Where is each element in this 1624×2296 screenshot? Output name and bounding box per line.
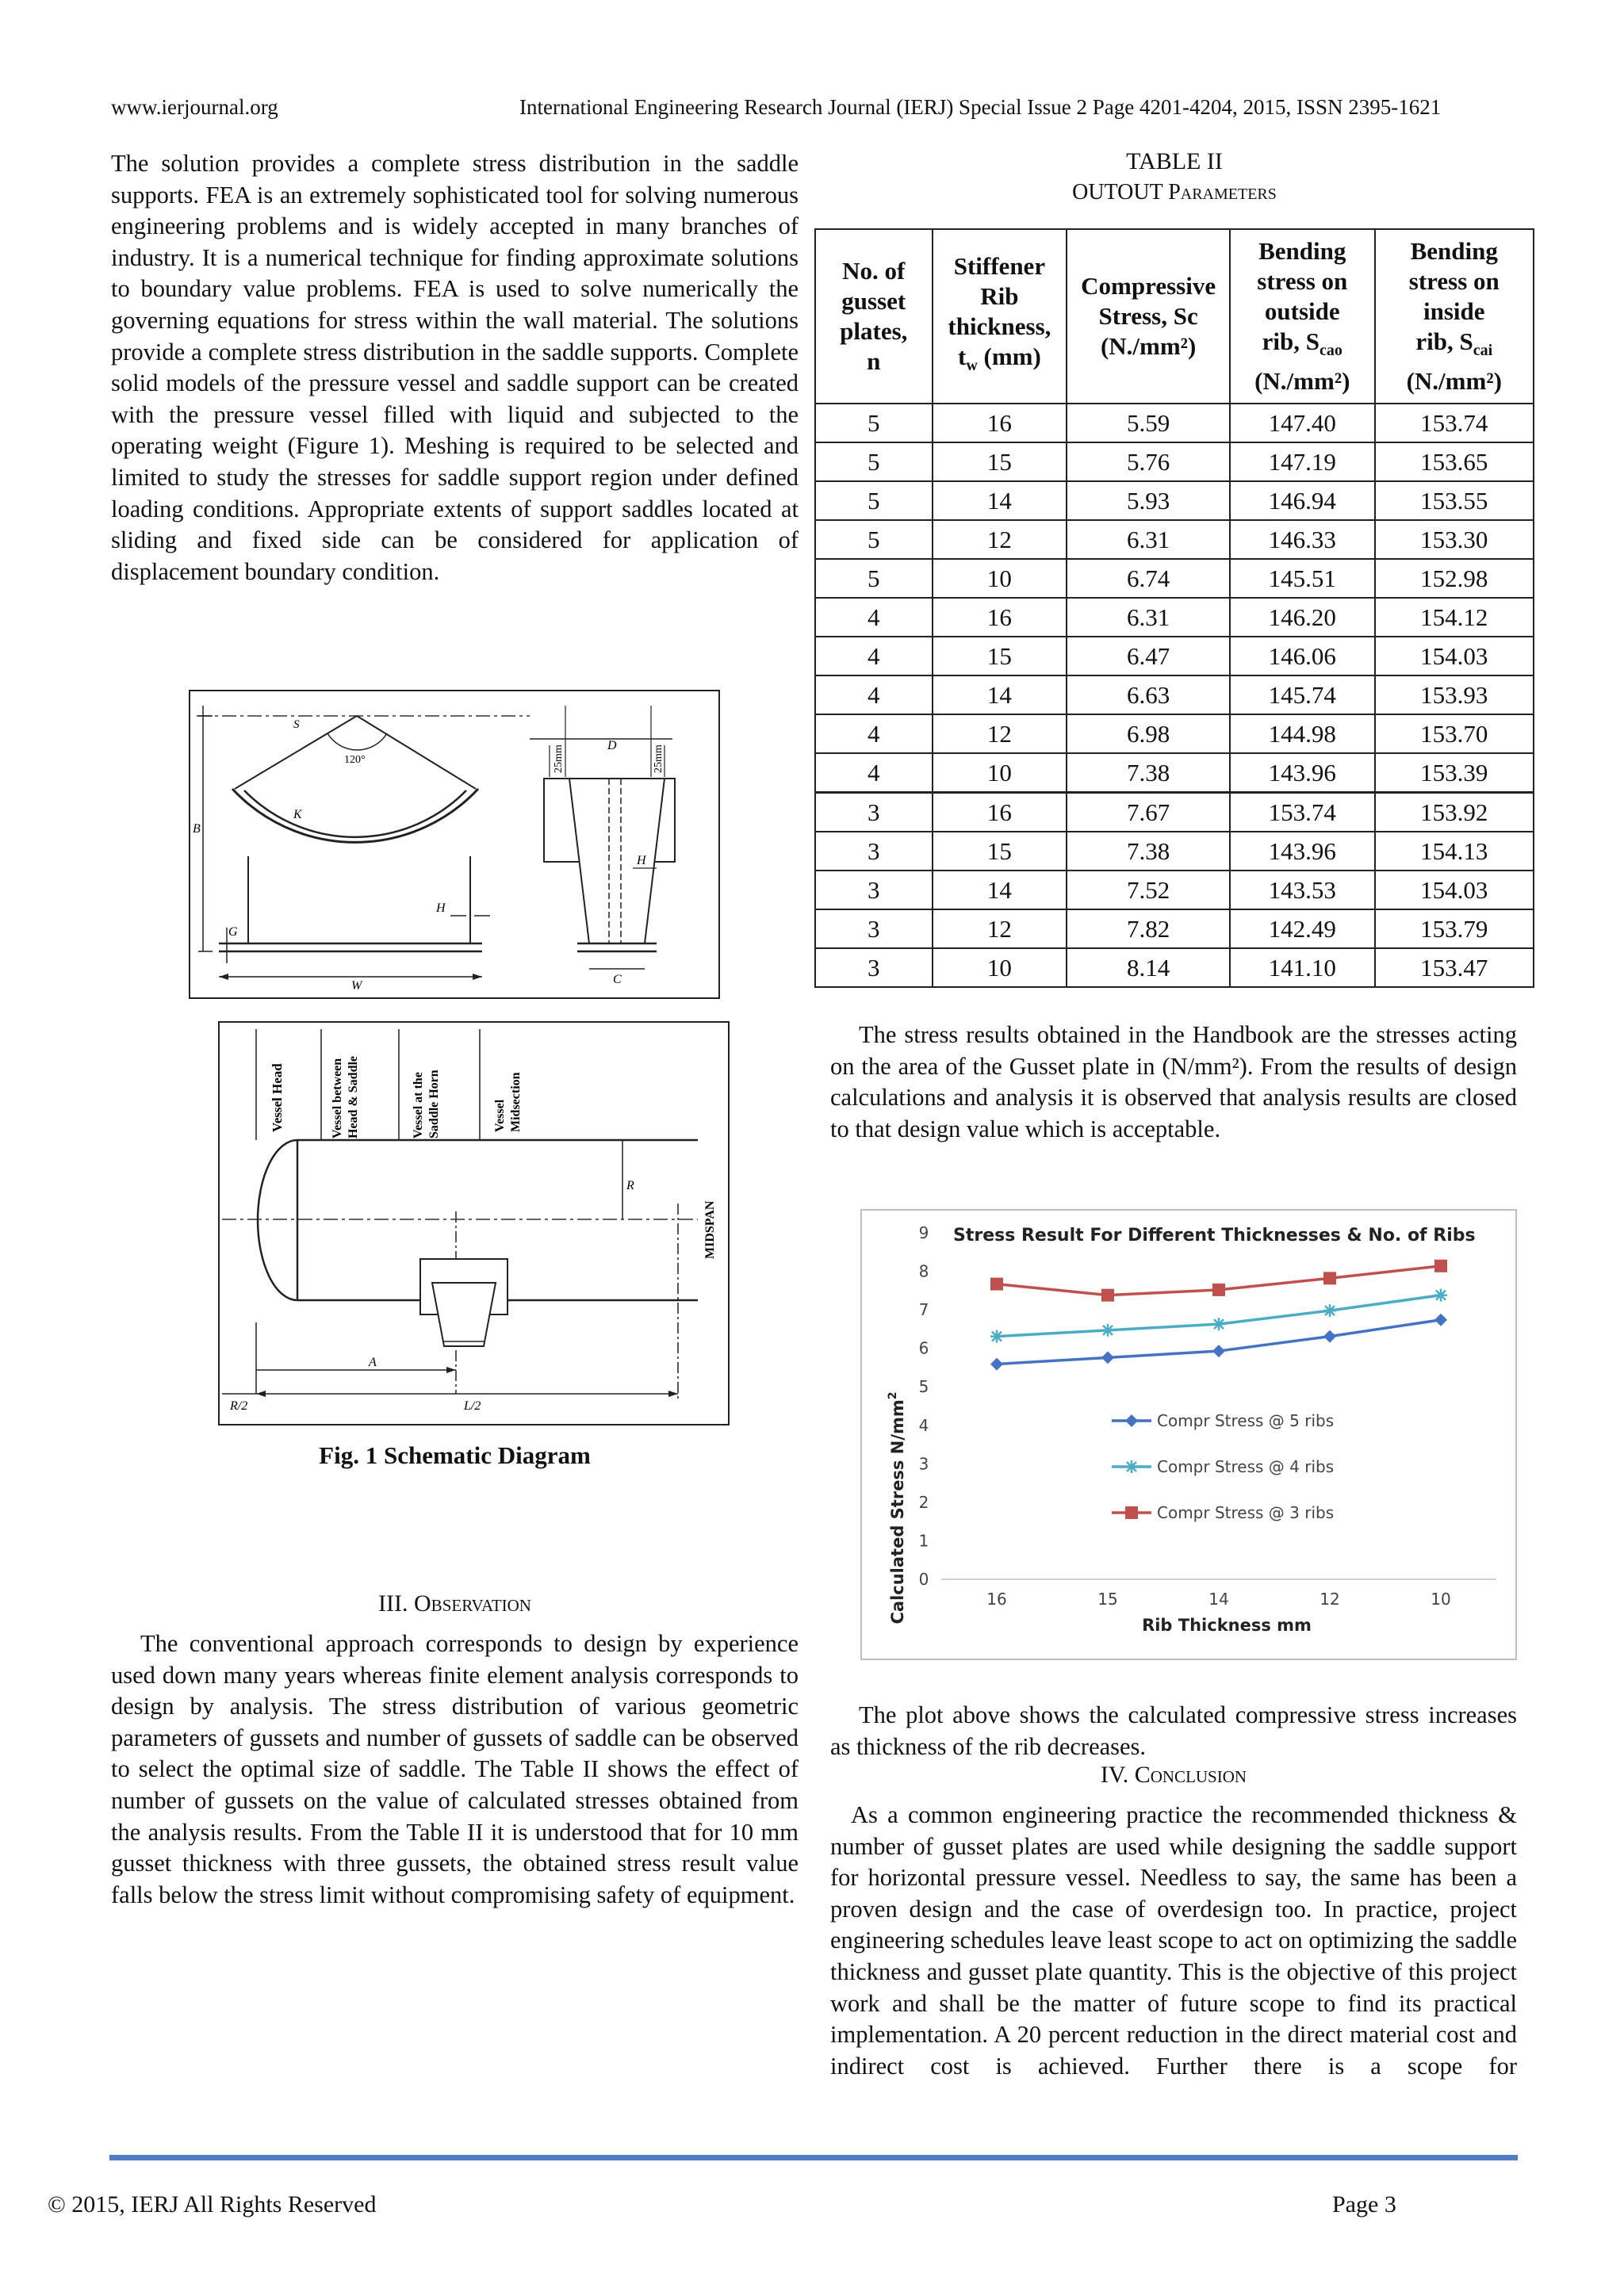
table-cell: 143.96 [1230, 753, 1375, 793]
figure-caption: Fig. 1 Schematic Diagram [319, 1441, 591, 1469]
chart-container [860, 1209, 1517, 1660]
y-tick-label: 4 [918, 1415, 929, 1435]
section-heading-conclusion: IV. Conclusion [1100, 1762, 1247, 1788]
table-header-row [815, 229, 1534, 404]
table-cell: 3 [815, 793, 933, 832]
col-header-compressive: Compressive Stress, Sc (N./mm²) [1067, 229, 1230, 404]
table-cell: 12 [933, 714, 1067, 753]
table-cell: 6.31 [1067, 598, 1230, 637]
table-row [815, 871, 1534, 909]
legend-swatch-marker [1125, 1414, 1138, 1427]
table-cell: 153.93 [1375, 675, 1534, 714]
table-cell: 12 [933, 520, 1067, 559]
table-cell: 146.20 [1230, 598, 1375, 637]
table-row [815, 793, 1534, 832]
x-tick-label: 10 [1431, 1590, 1451, 1609]
table-cell: 5 [815, 404, 933, 442]
table-cell: 15 [933, 832, 1067, 871]
stress-line-chart [862, 1211, 1515, 1659]
table-row [815, 753, 1534, 793]
legend-swatch-marker [1125, 1460, 1138, 1473]
table-row [815, 909, 1534, 948]
legend-entry: Compr Stress @ 4 ribs [1157, 1457, 1335, 1476]
label-h1: H [637, 854, 646, 867]
table-cell: 7.82 [1067, 909, 1230, 948]
label-c: C [613, 973, 622, 986]
table-cell: 5.59 [1067, 404, 1230, 442]
table-cell: 6.74 [1067, 559, 1230, 598]
table-cell: 7.52 [1067, 871, 1230, 909]
table-cell: 5 [815, 442, 933, 481]
data-point [990, 1278, 1003, 1291]
table-row [815, 442, 1534, 481]
label-vessel-between-2: Head & Saddle [347, 1055, 360, 1138]
footer-rule [109, 2155, 1518, 2160]
table-cell: 10 [933, 753, 1067, 793]
table-row [815, 520, 1534, 559]
data-point [1101, 1324, 1114, 1337]
x-tick-label: 16 [986, 1590, 1007, 1609]
label-g: G [228, 925, 238, 939]
data-point [1212, 1284, 1225, 1296]
y-tick-label: 8 [918, 1261, 929, 1281]
label-vessel-mid-1: Vessel [493, 1099, 507, 1132]
table-row [815, 714, 1534, 753]
table-row [815, 404, 1534, 442]
table-cell: 5.93 [1067, 481, 1230, 520]
table-cell: 4 [815, 675, 933, 714]
table-cell: 10 [933, 559, 1067, 598]
table-cell: 147.40 [1230, 404, 1375, 442]
data-point [990, 1330, 1003, 1343]
label-r2: R/2 [230, 1399, 248, 1413]
table-cell: 5 [815, 481, 933, 520]
x-tick-label: 15 [1097, 1590, 1118, 1609]
table-cell: 3 [815, 832, 933, 871]
table-row [815, 948, 1534, 987]
table-cell: 146.33 [1230, 520, 1375, 559]
table-cell: 144.98 [1230, 714, 1375, 753]
y-tick-label: 2 [918, 1492, 929, 1512]
table-cell: 4 [815, 637, 933, 675]
col-header-n: No. of gusset plates, n [815, 229, 933, 404]
label-l2: L/2 [464, 1399, 481, 1413]
label-midspan: MIDSPAN [703, 1200, 717, 1259]
label-s: S [293, 718, 300, 731]
label-vessel-head: Vessel Head [270, 1063, 285, 1132]
label-angle: 120° [344, 754, 366, 766]
table-cell: 15 [933, 637, 1067, 675]
y-tick-label: 1 [918, 1531, 929, 1551]
chart-y-axis-label: Calculated Stress $N/mm^2$ [887, 1391, 907, 1624]
table-cell: 6.31 [1067, 520, 1230, 559]
table-cell: 14 [933, 675, 1067, 714]
vessel-schematic-figure [218, 1021, 730, 1425]
col-header-thickness: Stiffener Rib thickness, $t_w$ (mm) [933, 229, 1067, 404]
table-cell: 143.53 [1230, 871, 1375, 909]
table-cell: 154.13 [1375, 832, 1534, 871]
data-point [1434, 1289, 1447, 1302]
header-journal: International Engineering Research Journal (IERJ) Special Issue 2 Page 4201-4204, 2015, ISSN 2395-1621 [519, 95, 1442, 119]
table-cell: 4 [815, 753, 933, 793]
legend-swatch-marker [1125, 1506, 1138, 1519]
x-tick-label: 12 [1320, 1590, 1340, 1609]
label-w: W [351, 979, 362, 993]
table-title: TABLE II [1126, 148, 1223, 174]
table-cell: 5.76 [1067, 442, 1230, 481]
table-cell: 6.63 [1067, 675, 1230, 714]
table-row [815, 675, 1534, 714]
table-cell: 16 [933, 404, 1067, 442]
table-cell: 5 [815, 559, 933, 598]
table-cell: 3 [815, 948, 933, 987]
label-b: B [193, 822, 201, 836]
label-vessel-mid-2: Midsection [509, 1072, 523, 1132]
table-cell: 153.79 [1375, 909, 1534, 948]
data-point [1434, 1314, 1447, 1326]
table-cell: 16 [933, 598, 1067, 637]
label-d: D [607, 739, 617, 752]
table-cell: 153.30 [1375, 520, 1534, 559]
table-cell: 3 [815, 871, 933, 909]
table-row [815, 637, 1534, 675]
table-cell: 12 [933, 909, 1067, 948]
y-tick-label: 9 [918, 1223, 929, 1242]
body-paragraph-2: The conventional approach corresponds to design by experience used down many years whereas finite element analysis corresponds to design by analysis. The stress distribution of various geometric parameters of gussets and number of gussets of saddle can be observed to select the optimal size of saddle. The Table II shows the effect of number of gussets on the value of calculated stresses obtained from the analysis results. From the Table II it is understood that for 10 mm gusset thickness with three gussets, the obtained stress result value falls below the stress limit without compromising safety of equipment. [111, 1630, 799, 1908]
table-cell: 142.49 [1230, 909, 1375, 948]
data-point [1212, 1318, 1225, 1330]
section-heading-observation: III. Observation [378, 1590, 531, 1617]
table-cell: 154.12 [1375, 598, 1534, 637]
data-point [1323, 1304, 1336, 1317]
label-r: R [626, 1179, 634, 1192]
table-cell: 15 [933, 442, 1067, 481]
table-cell: 145.51 [1230, 559, 1375, 598]
data-point [1323, 1272, 1336, 1284]
y-tick-label: 5 [918, 1377, 929, 1397]
data-point [1323, 1330, 1336, 1343]
data-point [990, 1358, 1003, 1371]
table-cell: 143.96 [1230, 832, 1375, 871]
footer-page-number: Page 3 [1332, 2191, 1396, 2218]
table-cell: 14 [933, 871, 1067, 909]
table-cell: 153.47 [1375, 948, 1534, 987]
x-tick-label: 14 [1208, 1590, 1229, 1609]
table-row [815, 559, 1534, 598]
table-cell: 4 [815, 714, 933, 753]
body-paragraph-1: The solution provides a complete stress distribution in the saddle supports. FEA is an extremely sophisticated tool for solving numerous engineering problems and is widely accepted in many branches of industry. It is a numerical technique for finding approximate solutions to boundary value problems. FEA is used to solve numerically the governing equations for stress within the wall material. The solutions provide a complete stress distribution in the saddle supports. Complete solid models of the pressure vessel and saddle support can be created with the pressure vessel filled with liquid and subjected to the operating weight (Figure 1). Meshing is required to be selected and limited to study the stresses for saddle support region under defined loading conditions. Appropriate extents of support saddles located at sliding and fixed side can be considered for application of displacement boundary condition. [111, 150, 799, 585]
table-cell: 6.98 [1067, 714, 1230, 753]
label-a: A [369, 1356, 377, 1369]
body-paragraph-4: The plot above shows the calculated compressive stress increases as thickness of the rib decreases. [830, 1701, 1517, 1760]
col-header-bending-inside: Bending stress on inside rib, $S_{cai}$ (N./mm²) [1375, 229, 1534, 404]
label-k: K [293, 808, 302, 821]
data-point [1434, 1260, 1447, 1272]
col-header-bending-outside: Bending stress on outside rib, $S_{cao}$ (N./mm²) [1230, 229, 1375, 404]
table-cell: 153.55 [1375, 481, 1534, 520]
body-paragraph-5: As a common engineering practice the recommended thickness & number of gusset plates are used while designing the saddle support for horizontal pressure vessel. Needless to say, the same has been a proven design and the case of overdesign too. In practice, project engineering schedules leave least scope to act on optimizing the saddle thickness and gusset plate quantity. This is the objective of this project work and shall be the matter of future scope to find its practical implementation. A 20 percent reduction in the direct material cost and indirect cost is achieved. Further there is a scope for [830, 1801, 1517, 2080]
data-point [1101, 1351, 1114, 1364]
table-cell: 146.94 [1230, 481, 1375, 520]
table-row [815, 832, 1534, 871]
table-cell: 153.65 [1375, 442, 1534, 481]
table-cell: 146.06 [1230, 637, 1375, 675]
data-point [1212, 1345, 1225, 1357]
table-cell: 7.38 [1067, 832, 1230, 871]
table-cell: 153.92 [1375, 793, 1534, 832]
table-cell: 154.03 [1375, 637, 1534, 675]
table-subtitle: OUTOUT Parameters [1072, 180, 1277, 205]
table-row [815, 598, 1534, 637]
table-cell: 16 [933, 793, 1067, 832]
table-cell: 153.39 [1375, 753, 1534, 793]
label-dim-left: 25mm [553, 744, 565, 773]
table-cell: 8.14 [1067, 948, 1230, 987]
label-vessel-between-1: Vessel between [331, 1058, 344, 1138]
table-cell: 7.38 [1067, 753, 1230, 793]
label-vessel-horn-1: Vessel at the [412, 1072, 425, 1138]
label-dim-right: 25mm [653, 744, 665, 773]
chart-title: Stress Result For Different Thicknesses & No. of Ribs [953, 1226, 1476, 1246]
y-tick-label: 7 [918, 1300, 929, 1320]
results-table [814, 228, 1534, 988]
table-cell: 4 [815, 598, 933, 637]
legend-entry: Compr Stress @ 5 ribs [1157, 1411, 1335, 1430]
label-h: H [436, 901, 446, 915]
header-site: www.ierjournal.org [111, 95, 278, 119]
table-cell: 7.67 [1067, 793, 1230, 832]
table-cell: 10 [933, 948, 1067, 987]
saddle-schematic-figure [189, 690, 720, 999]
y-tick-label: 3 [918, 1454, 929, 1474]
table-cell: 153.70 [1375, 714, 1534, 753]
legend-entry: Compr Stress @ 3 ribs [1157, 1503, 1335, 1522]
table-cell: 147.19 [1230, 442, 1375, 481]
table-cell: 154.03 [1375, 871, 1534, 909]
footer-copyright: © 2015, IERJ All Rights Reserved [48, 2191, 377, 2218]
table-cell: 153.74 [1230, 793, 1375, 832]
table-cell: 6.47 [1067, 637, 1230, 675]
chart-x-axis-label: Rib Thickness mm [1142, 1616, 1312, 1635]
table-cell: 152.98 [1375, 559, 1534, 598]
table-cell: 14 [933, 481, 1067, 520]
body-paragraph-3: The stress results obtained in the Handbook are the stresses acting on the area of the Gusset plate in (N/mm²). From the results of design calculations and analysis it is observed that analysis results are closed to that design value which is acceptable. [830, 1021, 1517, 1142]
table-cell: 141.10 [1230, 948, 1375, 987]
y-tick-label: 0 [918, 1570, 929, 1589]
y-tick-label: 6 [918, 1338, 929, 1358]
table-cell: 5 [815, 520, 933, 559]
label-vessel-horn-2: Saddle Horn [427, 1070, 441, 1138]
table-cell: 3 [815, 909, 933, 948]
data-point [1101, 1289, 1114, 1302]
table-cell: 153.74 [1375, 404, 1534, 442]
table-row [815, 481, 1534, 520]
table-cell: 145.74 [1230, 675, 1375, 714]
